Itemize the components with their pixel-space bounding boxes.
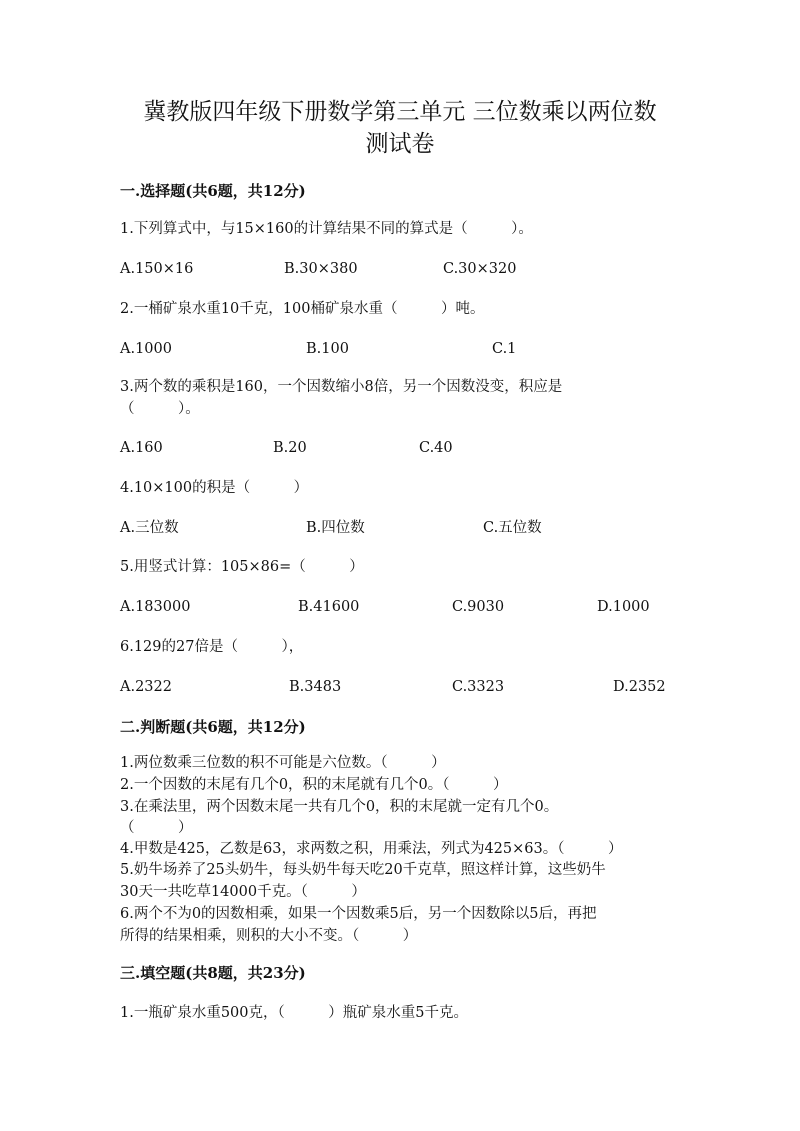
q3-option-a: A.160: [120, 440, 163, 456]
q4-option-a: A.三位数: [120, 520, 179, 536]
tf-question-6-line1: 6.两个不为0的因数相乘，如果一个因数乘5后，另一个因数除以5后，再把: [120, 906, 597, 922]
q3-option-c: C.40: [419, 440, 453, 456]
tf-question-5-line2: 30天一共吃草14000千克。（ ）: [120, 884, 366, 900]
section-fill-heading: 三.填空题(共8题，共23分): [120, 964, 306, 982]
tf-question-1: 1.两位数乘三位数的积不可能是六位数。（ ）: [120, 755, 446, 771]
tf-question-3-line2: （ ）: [120, 820, 193, 836]
question-6: 6.129的27倍是（ ），: [120, 639, 304, 655]
q1-option-a: A.150×16: [120, 261, 194, 277]
question-4: 4.10×100的积是（ ）: [120, 480, 309, 496]
question-3-line1: 3.两个数的乘积是160，一个因数缩小8倍，另一个因数没变，积应是: [120, 379, 563, 395]
q4-option-c: C.五位数: [483, 520, 542, 536]
q5-option-c: C.9030: [452, 599, 505, 615]
q5-option-d: D.1000: [597, 599, 650, 615]
q6-option-d: D.2352: [613, 679, 666, 695]
section-truefalse-heading: 二.判断题(共6题，共12分): [120, 718, 306, 736]
q6-option-b: B.3483: [289, 679, 342, 695]
tf-question-6-line2: 所得的结果相乘，则积的大小不变。（ ）: [120, 928, 418, 944]
q5-option-b: B.41600: [298, 599, 360, 615]
q6-option-c: C.3323: [452, 679, 505, 695]
section-choice-heading: 一.选择题(共6题，共12分): [120, 182, 306, 200]
tf-question-5-line1: 5.奶牛场养了25头奶牛，每头奶牛每天吃20千克草，照这样计算，这些奶牛: [120, 862, 606, 878]
question-3-line2: （ ）。: [120, 401, 200, 417]
q2-option-c: C.1: [492, 341, 517, 357]
q6-option-a: A.2322: [120, 679, 172, 695]
question-5: 5.用竖式计算：105×86=（ ）: [120, 559, 364, 575]
fill-question-1: 1.一瓶矿泉水重500克，（ ）瓶矿泉水重5千克。: [120, 1005, 468, 1021]
q5-option-a: A.183000: [120, 599, 191, 615]
q2-option-b: B.100: [306, 341, 349, 357]
q1-option-b: B.30×380: [284, 261, 358, 277]
tf-question-2: 2.一个因数的末尾有几个0，积的末尾就有几个0。（ ）: [120, 777, 508, 793]
q2-option-a: A.1000: [120, 341, 172, 357]
exam-title-line2: 测试卷: [365, 131, 435, 157]
exam-title-line1: 冀教版四年级下册数学第三单元 三位数乘以两位数: [143, 99, 657, 125]
question-2: 2.一桶矿泉水重10千克，100桶矿泉水重（ ）吨。: [120, 301, 485, 317]
q4-option-b: B.四位数: [306, 520, 365, 536]
q1-option-c: C.30×320: [443, 261, 517, 277]
question-1: 1.下列算式中，与15×160的计算结果不同的算式是（ ）。: [120, 221, 533, 237]
q3-option-b: B.20: [273, 440, 307, 456]
tf-question-3-line1: 3.在乘法里，两个因数末尾一共有几个0，积的末尾就一定有几个0。: [120, 799, 559, 815]
tf-question-4: 4.甲数是425，乙数是63，求两数之积，用乘法，列式为425×63。（ ）: [120, 841, 623, 857]
